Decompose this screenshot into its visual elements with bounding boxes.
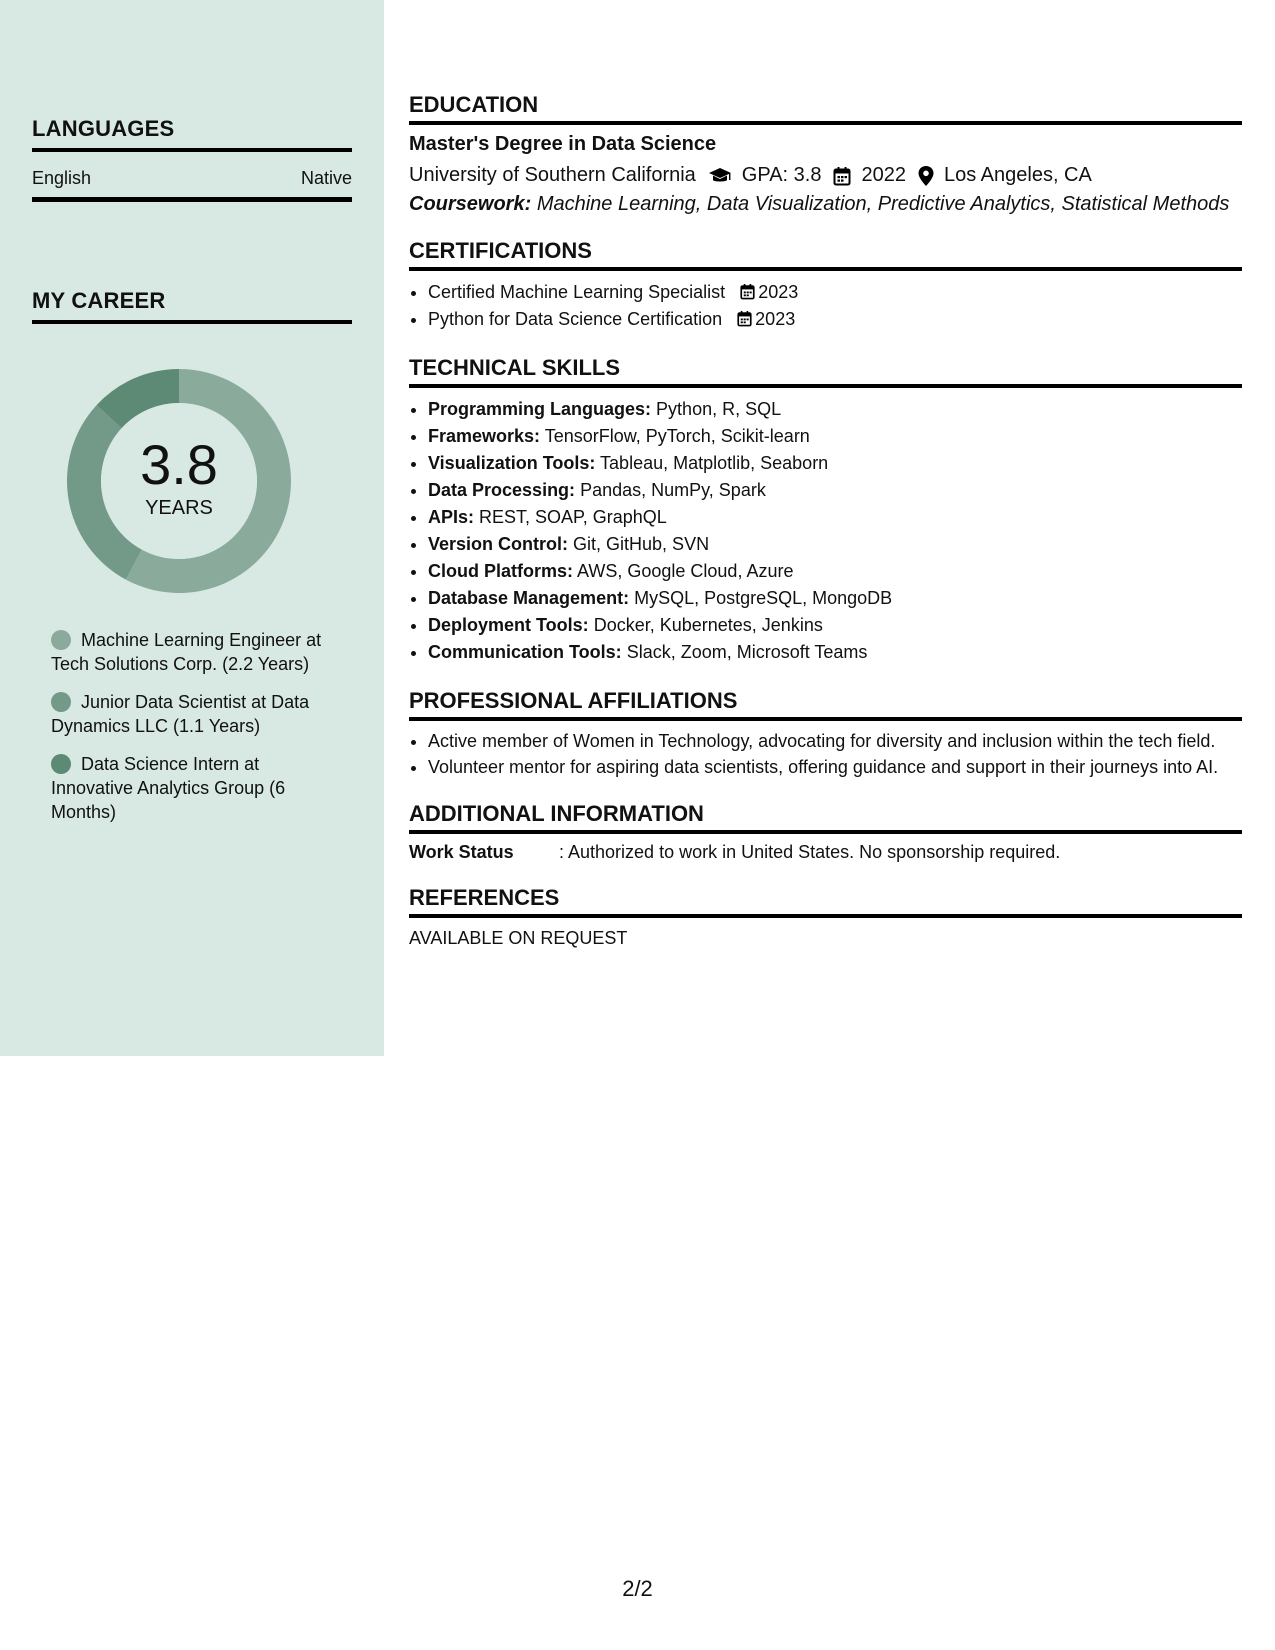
languages-heading: LANGUAGES [32,116,352,152]
certification-item [428,306,1242,333]
education-meta [409,164,1242,187]
certification-year: 2023 [755,309,796,329]
skill-label: Programming Languages: [428,399,652,419]
certification-year: 2023 [758,282,799,302]
legend-dot-icon [51,692,71,712]
skill-item [428,450,1242,477]
school-name: University of Southern California [409,164,696,186]
skill-label: Frameworks: [428,426,541,446]
affiliations-heading: PROFESSIONAL AFFILIATIONS [409,688,1242,721]
career-legend-label: Machine Learning Engineer at Tech Solutions Corp. (2.2 Years) [51,630,322,674]
skill-label: Version Control: [428,534,569,554]
additional-heading: ADDITIONAL INFORMATION [409,801,1242,834]
affiliations-list [409,729,1242,779]
page-number: 2/2 [622,1576,653,1601]
skills-list [409,396,1242,666]
references-text: AVAILABLE ON REQUEST [409,928,628,948]
certification-item [428,279,1242,306]
skills-section [409,355,1242,666]
legend-dot-icon [51,630,71,650]
certifications-list [409,279,1242,333]
career-legend-item [51,690,331,738]
skill-label: Deployment Tools: [428,615,589,635]
work-status-row [409,842,1242,863]
skill-label: Cloud Platforms: [428,561,574,581]
skill-label: APIs: [428,507,475,527]
donut-center [64,366,294,596]
languages-section [32,116,352,202]
references-heading: REFERENCES [409,885,1242,918]
certification-date [740,282,798,302]
skill-item [428,639,1242,666]
language-row [32,152,352,202]
certification-name: Python for Data Science Certification [428,309,723,329]
skill-item [428,612,1242,639]
map-pin-icon [918,166,934,186]
references-section [409,885,1242,949]
skill-item [428,531,1242,558]
certifications-heading: CERTIFICATIONS [409,238,1242,271]
certification-name: Certified Machine Learning Specialist [428,282,726,302]
school-location: Los Angeles, CA [943,164,1092,186]
skill-value: AWS, Google Cloud, Azure [577,561,794,581]
skill-label: Database Management: [428,588,630,608]
career-section [32,288,352,324]
career-total-unit: YEARS [145,496,213,519]
affiliations-section [409,688,1242,779]
skill-value: Slack, Zoom, Microsoft Teams [626,642,868,662]
career-legend-label: Junior Data Scientist at Data Dynamics LLC (1.1 Years) [51,692,310,736]
skill-item [428,504,1242,531]
coursework-label: Coursework: [409,193,532,215]
legend-dot-icon [51,754,71,774]
career-legend-item [51,628,331,676]
skill-value: MySQL, PostgreSQL, MongoDB [634,588,893,608]
affiliation-item: • Volunteer mentor for aspiring data scientists, offering guidance and support in their journeys into AI. [428,755,1242,779]
calendar-icon [833,166,851,186]
skill-value: REST, SOAP, GraphQL [479,507,667,527]
skill-value: Git, GitHub, SVN [573,534,710,554]
career-legend-label: Data Science Intern at Innovative Analytics Group (6 Months) [51,754,286,822]
skill-label: Data Processing: [428,480,576,500]
certification-date [737,309,795,329]
degree-title: Master's Degree in Data Science [409,133,717,155]
skill-item [428,477,1242,504]
skill-value: Python, R, SQL [656,399,782,419]
sidebar [0,0,384,1056]
calendar-icon [737,310,752,327]
skill-label: Visualization Tools: [428,453,596,473]
education-section [409,92,1242,216]
skill-value: TensorFlow, PyTorch, Scikit-learn [544,426,810,446]
coursework-list: Machine Learning, Data Visualization, Predictive Analytics, Statistical Methods [536,193,1230,215]
skill-item [428,585,1242,612]
career-heading: MY CAREER [32,288,352,324]
graduation-year: 2022 [861,164,906,186]
skill-item [428,423,1242,450]
additional-section [409,801,1242,863]
calendar-icon [740,283,755,300]
skill-value: Pandas, NumPy, Spark [580,480,766,500]
work-status-label: Work Status [409,842,514,862]
skill-value: Tableau, Matplotlib, Seaborn [600,453,829,473]
skill-item [428,396,1242,423]
graduation-cap-icon [708,166,732,186]
career-legend [51,628,331,838]
language-level: Native [300,168,352,188]
education-heading: EDUCATION [409,92,1242,125]
skills-heading: TECHNICAL SKILLS [409,355,1242,388]
coursework [409,193,1242,216]
certifications-section [409,238,1242,333]
gpa: GPA: 3.8 [741,164,822,186]
career-donut-chart [64,366,294,596]
career-total-years: 3.8 [140,432,218,496]
affiliation-item: • Active member of Women in Technology, advocating for diversity and inclusion within the tech field. [428,729,1242,753]
skill-value: Docker, Kubernetes, Jenkins [593,615,823,635]
skill-item [428,558,1242,585]
career-legend-item [51,752,331,824]
main-content [409,92,1242,949]
skill-label: Communication Tools: [428,642,622,662]
language-name: English [32,168,92,188]
work-status-value: : Authorized to work in United States. No sponsorship required. [559,842,1061,862]
